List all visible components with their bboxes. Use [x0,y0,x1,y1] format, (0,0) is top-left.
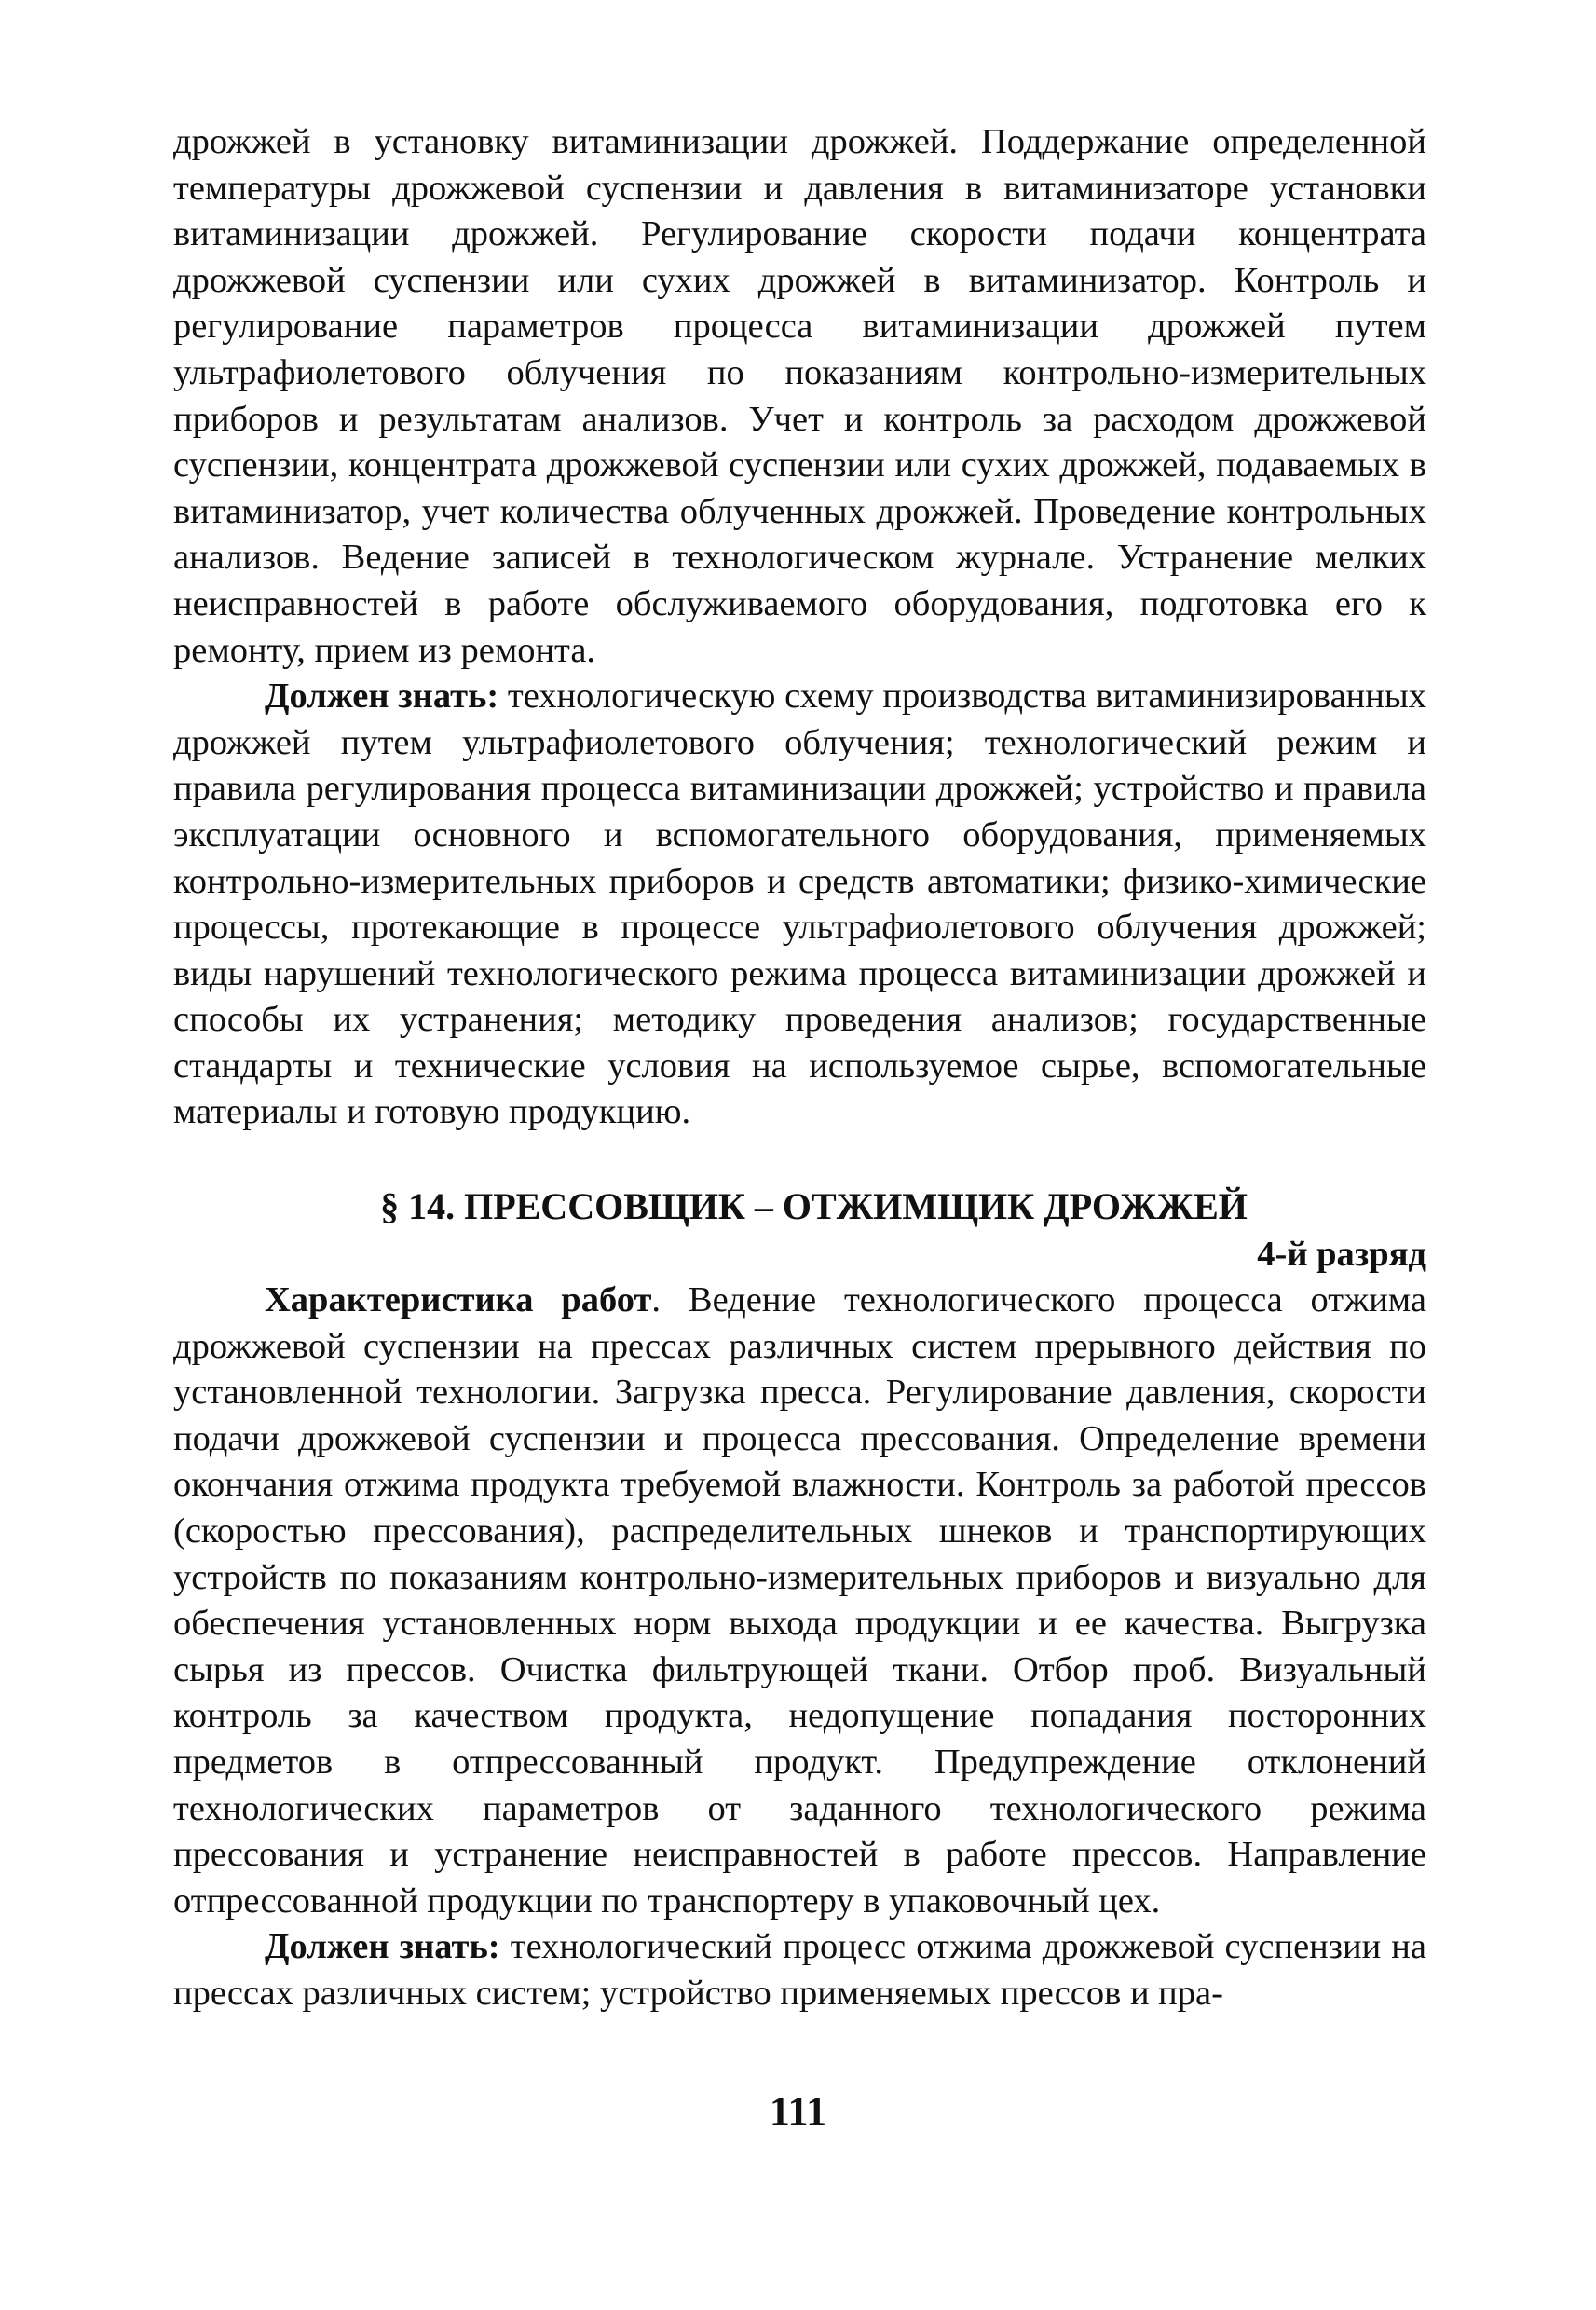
paragraph-vitaminization-duties: дрожжей в установку витаминизации дрожжей. Поддержание определенной температуры дрожжевой суспензии и давления в витаминизаторе установки витаминизации дрожжей. Регулирование скорости подачи концентрата дрожжевой суспензии или сухих дрожжей в витаминизатор. Контроль и регулирование параметров процесса витаминизации дрожжей путем ультрафиолетового облучения по показаниям контрольно-измерительных приборов и результатам анализов. Учет и контроль за расходом дрожжевой суспензии, концентрата дрожжевой суспензии или сухих дрожжей, подаваемых в витаминизатор, учет количества облученных дрожжей. Проведение контрольных анализов. Ведение записей в технологическом журнале. Устранение мелких неисправностей в работе обслуживаемого оборудования, подготовка его к ремонту, прием из ремонта. [173,122,1426,670]
section-heading: § 14. ПРЕССОВЩИК – ОТЖИМЩИК ДРОЖЖЕЙ [380,1185,1248,1228]
paragraph-must-know-pressing [173,1924,1426,2016]
paragraph-work-characteristics [173,1278,1426,1924]
must-know-label: Должен знать: [265,677,499,717]
page-number: 111 [769,2088,827,2134]
must-know-text: технологический процесс отжима дрожжевой суспензии на прессах различных систем; устройство применяемых прессов и пра- [173,1927,1426,2013]
must-know-label: Должен знать: [265,1927,500,1967]
work-characteristics-text: . Ведение технологического процесса отжима дрожжевой суспензии на прессах различных систем прерывного действия по установленной технологии. Загрузка пресса. Регулирование давления, скорости подачи дрожжевой суспензии и процесса прессования. Определение времени окончания отжима продукта требуемой влажности. Контроль за работой прессов (скоростью прессования), распределительных шнеков и транспортирующих устройств по показаниям контрольно-измерительных приборов и визуально для обеспечения установленных норм выхода продукции и ее качества. Выгрузка сырья из прессов. Очистка фильтрующей ткани. Отбор проб. Визуальный контроль за качеством продукта, недопущение попадания посторонних предметов в отпрессованный продукт. Предупреждение отклонений технологических параметров от заданного технологического режима прессования и устранение неисправностей в работе прессов. Направление отпрессованной продукции по транспортеру в упаковочный цех. [173,1280,1426,1920]
grade-label: 4-й разряд [1257,1235,1426,1275]
work-characteristics-label: Характеристика работ [265,1280,652,1320]
document-page [173,119,1426,2017]
paragraph-must-know-vitaminization [173,674,1426,1136]
must-know-text: технологическую схему производства витаминизированных дрожжей путем ультрафиолетового облучения; технологический режим и правила регулирования процесса витаминизации дрожжей; устройство и правила эксплуатации основного и вспомогательного оборудования, применяемых контрольно-измерительных приборов и средств автоматики; физико-химические процессы, протекающие в процессе ультрафиолетового облучения дрожжей; виды нарушений технологического режима процесса витаминизации дрожжей и способы их устранения; методику проведения анализов; государственные стандарты и технические условия на используемое сырье, вспомогательные материалы и готовую продукцию. [173,677,1426,1132]
